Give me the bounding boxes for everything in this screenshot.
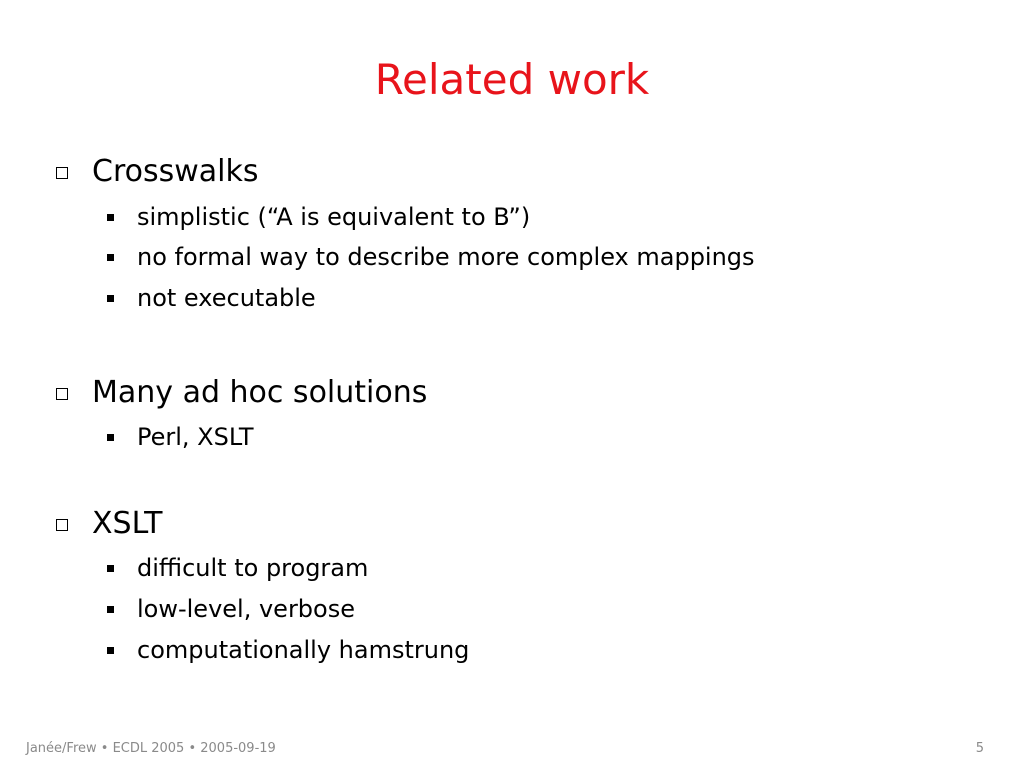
hollow-square-bullet-icon [56, 519, 68, 531]
sub-bullet [107, 241, 755, 273]
sub-bullet-text: computationally hamstrung [137, 636, 470, 664]
sub-bullet [107, 634, 469, 666]
filled-square-bullet-icon [107, 606, 114, 613]
filled-square-bullet-icon [107, 295, 114, 302]
bullet-many-ad-hoc-solutions [56, 373, 427, 413]
bullet-text: Many ad hoc solutions [92, 375, 428, 410]
sub-bullet-text: Perl, XSLT [137, 423, 254, 451]
bullet-xslt [56, 504, 163, 544]
bullet-text: XSLT [92, 506, 163, 541]
sub-bullet-text: no formal way to describe more complex mappings [137, 243, 755, 271]
sub-bullet-text: not executable [137, 284, 316, 312]
sub-bullet [107, 282, 316, 314]
sub-bullet [107, 201, 530, 233]
bullet-text: Crosswalks [92, 154, 259, 189]
page-number: 5 [975, 741, 984, 756]
sub-bullet [107, 552, 368, 584]
sub-bullet [107, 593, 355, 625]
sub-bullet [107, 421, 254, 453]
slide-title: Related work [374, 55, 650, 104]
hollow-square-bullet-icon [56, 167, 68, 179]
sub-bullet-text: simplistic (“A is equivalent to B”) [137, 203, 531, 231]
hollow-square-bullet-icon [56, 388, 68, 400]
sub-bullet-text: low-level, verbose [137, 595, 355, 623]
filled-square-bullet-icon [107, 214, 114, 221]
bullet-crosswalks [56, 152, 259, 192]
sub-bullet-text: difficult to program [137, 554, 369, 582]
filled-square-bullet-icon [107, 565, 114, 572]
filled-square-bullet-icon [107, 434, 114, 441]
filled-square-bullet-icon [107, 647, 114, 654]
footer-credits: Janée/Frew • ECDL 2005 • 2005-09-19 [26, 741, 276, 756]
filled-square-bullet-icon [107, 254, 114, 261]
